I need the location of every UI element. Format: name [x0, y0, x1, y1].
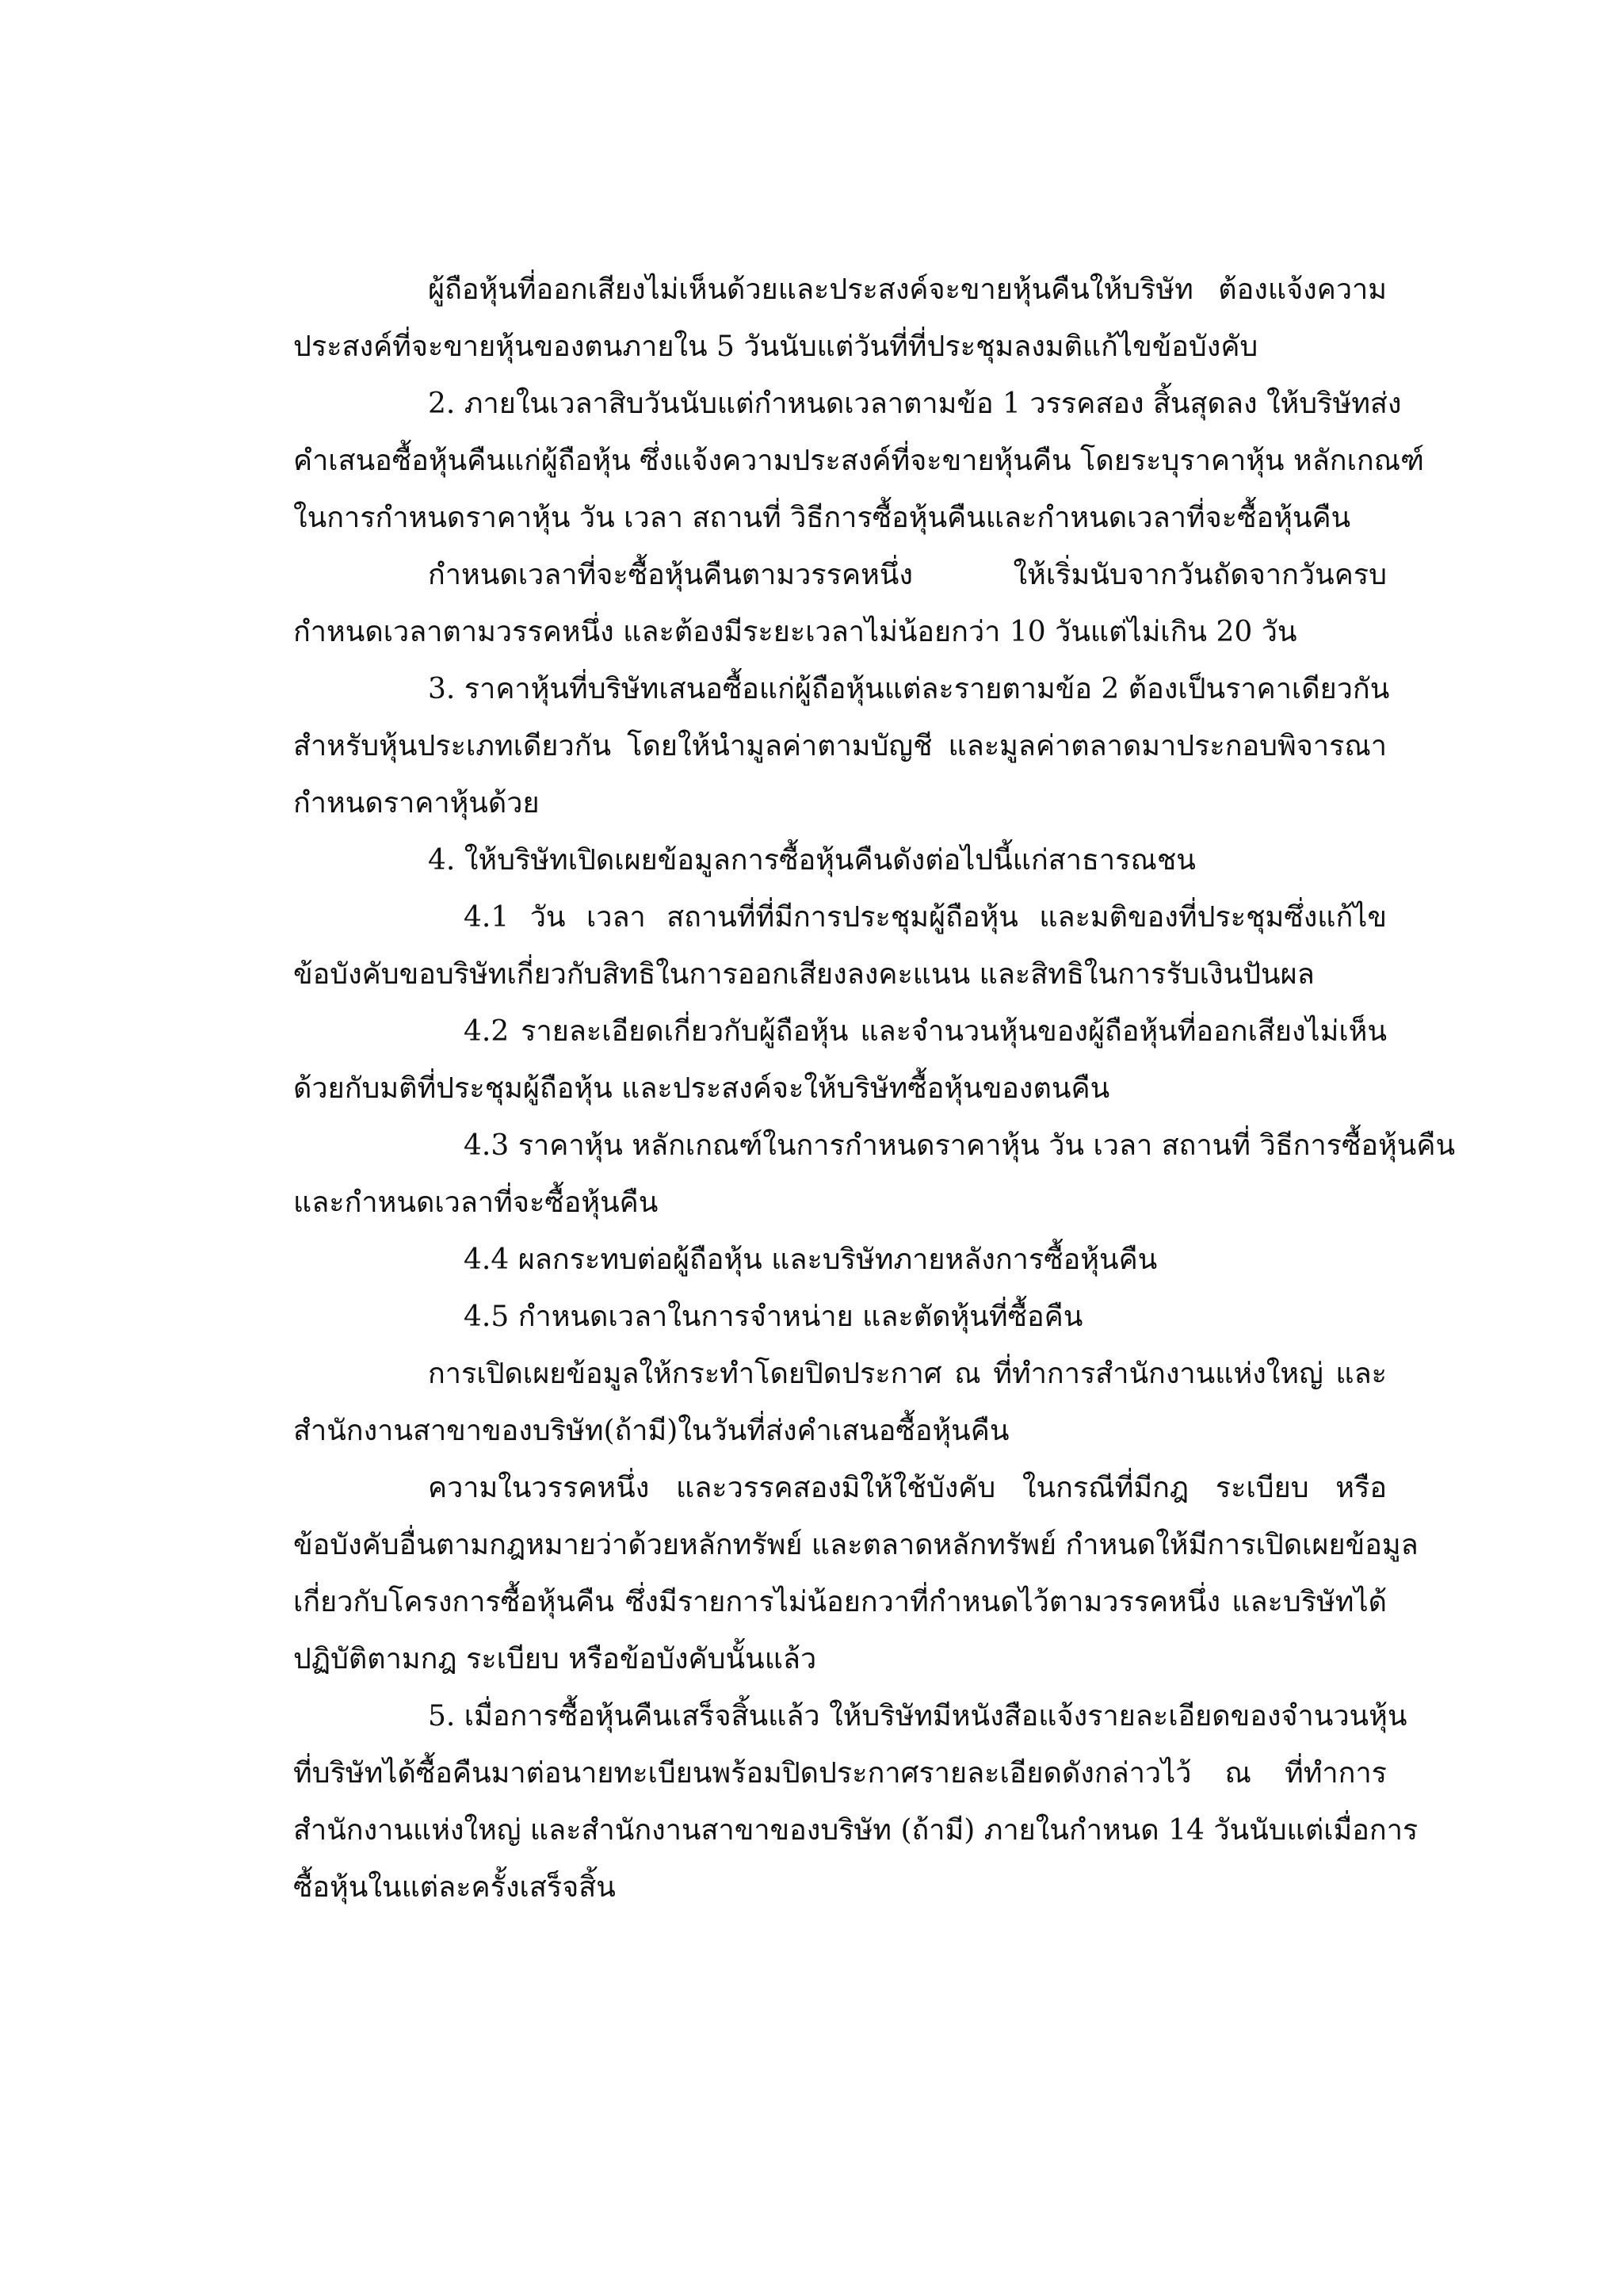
- paragraph-objecting-shareholders: [293, 262, 1387, 376]
- paragraph-disclosure-method: [293, 1346, 1387, 1460]
- text-line: 4. ให้บริษัทเปิดเผยข้อมูลการซื้อหุ้นคืนดังต่อไปนี้แก่สาธารณชน: [428, 844, 1196, 877]
- text-line: 5. เมื่อการซื้อหุ้นคืนเสร็จสิ้นแล้ว ให้บริษัทมีหนังสือแจ้งรายละเอียดของจำนวนหุ้น: [428, 1700, 1407, 1733]
- text-line: ผู้ถือหุ้นที่ออกเสียงไม่เห็นด้วยและประสงค์จะขายหุ้นคืนให้บริษัท ต้องแจ้งความ: [428, 273, 1387, 306]
- paragraph-clause-4-3: [293, 1117, 1456, 1232]
- paragraph-clause-4-5: [293, 1289, 1387, 1346]
- paragraph-repurchase-period: [293, 547, 1387, 661]
- text-line: สำนักงานแห่งใหญ่ และสำนักงานสาขาของบริษัท (ถ้ามี) ภายในกำหนด 14 วันนับแต่เมื่อการ: [293, 1814, 1419, 1847]
- text-line: 4.2 รายละเอียดเกี่ยวกับผู้ถือหุ้น และจำนวนหุ้นของผู้ถือหุ้นที่ออกเสียงไม่เห็น: [464, 1015, 1387, 1048]
- text-line: กำหนดเวลาตามวรรคหนึ่ง และต้องมีระยะเวลาไม่น้อยกว่า 10 วันแต่ไม่เกิน 20 วัน: [293, 616, 1297, 648]
- text-line: กำหนดเวลาที่จะซื้อหุ้นคืนตามวรรคหนึ่ง ให้เริ่มนับจากวันถัดจากวันครบ: [428, 559, 1387, 591]
- text-line: 2. ภายในเวลาสิบวันนับแต่กำหนดเวลาตามข้อ 1 วรรคสอง สิ้นสุดลง ให้บริษัทส่ง: [428, 388, 1402, 420]
- paragraph-clause-5: [293, 1688, 1419, 1916]
- text-line: สำหรับหุ้นประเภทเดียวกัน โดยให้นำมูลค่าตามบัญชี และมูลค่าตลาดมาประกอบพิจารณา: [293, 730, 1387, 762]
- paragraph-clause-4-1: [293, 889, 1387, 1003]
- paragraph-clause-4-2: [293, 1003, 1387, 1117]
- text-line: ข้อบังคับอื่นตามกฎหมายว่าด้วยหลักทรัพย์ และตลาดหลักทรัพย์ กำหนดให้มีการเปิดเผยข้อมูล: [293, 1529, 1419, 1561]
- text-line: ด้วยกับมติที่ประชุมผู้ถือหุ้น และประสงค์จะให้บริษัทซื้อหุ้นของตนคืน: [293, 1072, 1110, 1105]
- text-line: ในการกำหนดราคาหุ้น วัน เวลา สถานที่ วิธีการซื้อหุ้นคืนและกำหนดเวลาที่จะซื้อหุ้นคืน: [293, 502, 1351, 534]
- text-line: 4.4 ผลกระทบต่อผู้ถือหุ้น และบริษัทภายหลังการซื้อหุ้นคืน: [464, 1244, 1158, 1276]
- paragraph-clause-3: [293, 661, 1390, 832]
- text-line: 4.1 วัน เวลา สถานที่ที่มีการประชุมผู้ถือหุ้น และมติของที่ประชุมซึ่งแก้ไข: [464, 901, 1387, 934]
- text-line: 3. ราคาหุ้นที่บริษัทเสนอซื้อแก่ผู้ถือหุ้นแต่ละรายตามข้อ 2 ต้องเป็นราคาเดียวกัน: [428, 673, 1390, 705]
- text-line: การเปิดเผยข้อมูลให้กระทำโดยปิดประกาศ ณ ที่ทำการสำนักงานแห่งใหญ่ และ: [428, 1358, 1387, 1390]
- text-line: ปฏิบัติตามกฎ ระเบียบ หรือข้อบังคับนั้นแล้ว: [293, 1643, 817, 1675]
- text-line: ข้อบังคับขอบริษัทเกี่ยวกับสิทธิในการออกเสียงลงคะแนน และสิทธิในการรับเงินปันผล: [293, 958, 1315, 991]
- text-line: ที่บริษัทได้ซื้อคืนมาต่อนายทะเบียนพร้อมปิดประกาศรายละเอียดดังกล่าวไว้ ณ ที่ทำการ: [293, 1757, 1387, 1790]
- text-line: สำนักงานสาขาของบริษัท(ถ้ามี)ในวันที่ส่งคำเสนอซื้อหุ้นคืน: [293, 1415, 1010, 1447]
- text-line: ประสงค์ที่จะขายหุ้นของตนภายใน 5 วันนับแต่วันที่ที่ประชุมลงมติแก้ไขข้อบังคับ: [293, 330, 1258, 363]
- text-line: กำหนดราคาหุ้นด้วย: [293, 787, 540, 819]
- paragraph-clause-2: [293, 376, 1424, 547]
- text-line: และกำหนดเวลาที่จะซื้อหุ้นคืน: [293, 1186, 659, 1219]
- text-line: 4.5 กำหนดเวลาในการจำหน่าย และตัดหุ้นที่ซื้อคืน: [464, 1301, 1083, 1333]
- text-line: เกี่ยวกับโครงการซื้อหุ้นคืน ซึ่งมีรายการไม่น้อยกวาที่กำหนดไว้ตามวรรคหนึ่ง และบริษัทได้: [293, 1586, 1387, 1618]
- paragraph-clause-4: [293, 832, 1387, 889]
- text-line: ซื้อหุ้นในแต่ละครั้งเสร็จสิ้น: [293, 1871, 616, 1904]
- paragraph-exemption: [293, 1460, 1419, 1688]
- text-line: 4.3 ราคาหุ้น หลักเกณฑ์ในการกำหนดราคาหุ้น วัน เวลา สถานที่ วิธีการซื้อหุ้นคืน: [464, 1129, 1456, 1162]
- paragraph-clause-4-4: [293, 1232, 1387, 1289]
- text-line: ความในวรรคหนึ่ง และวรรคสองมิให้ใช้บังคับ ในกรณีที่มีกฎ ระเบียบ หรือ: [428, 1472, 1387, 1504]
- text-line: คำเสนอซื้อหุ้นคืนแก่ผู้ถือหุ้น ซึ่งแจ้งความประสงค์ที่จะขายหุ้นคืน โดยระบุราคาหุ้น หลักเกณฑ์: [293, 445, 1424, 477]
- document-body: [293, 262, 1456, 1916]
